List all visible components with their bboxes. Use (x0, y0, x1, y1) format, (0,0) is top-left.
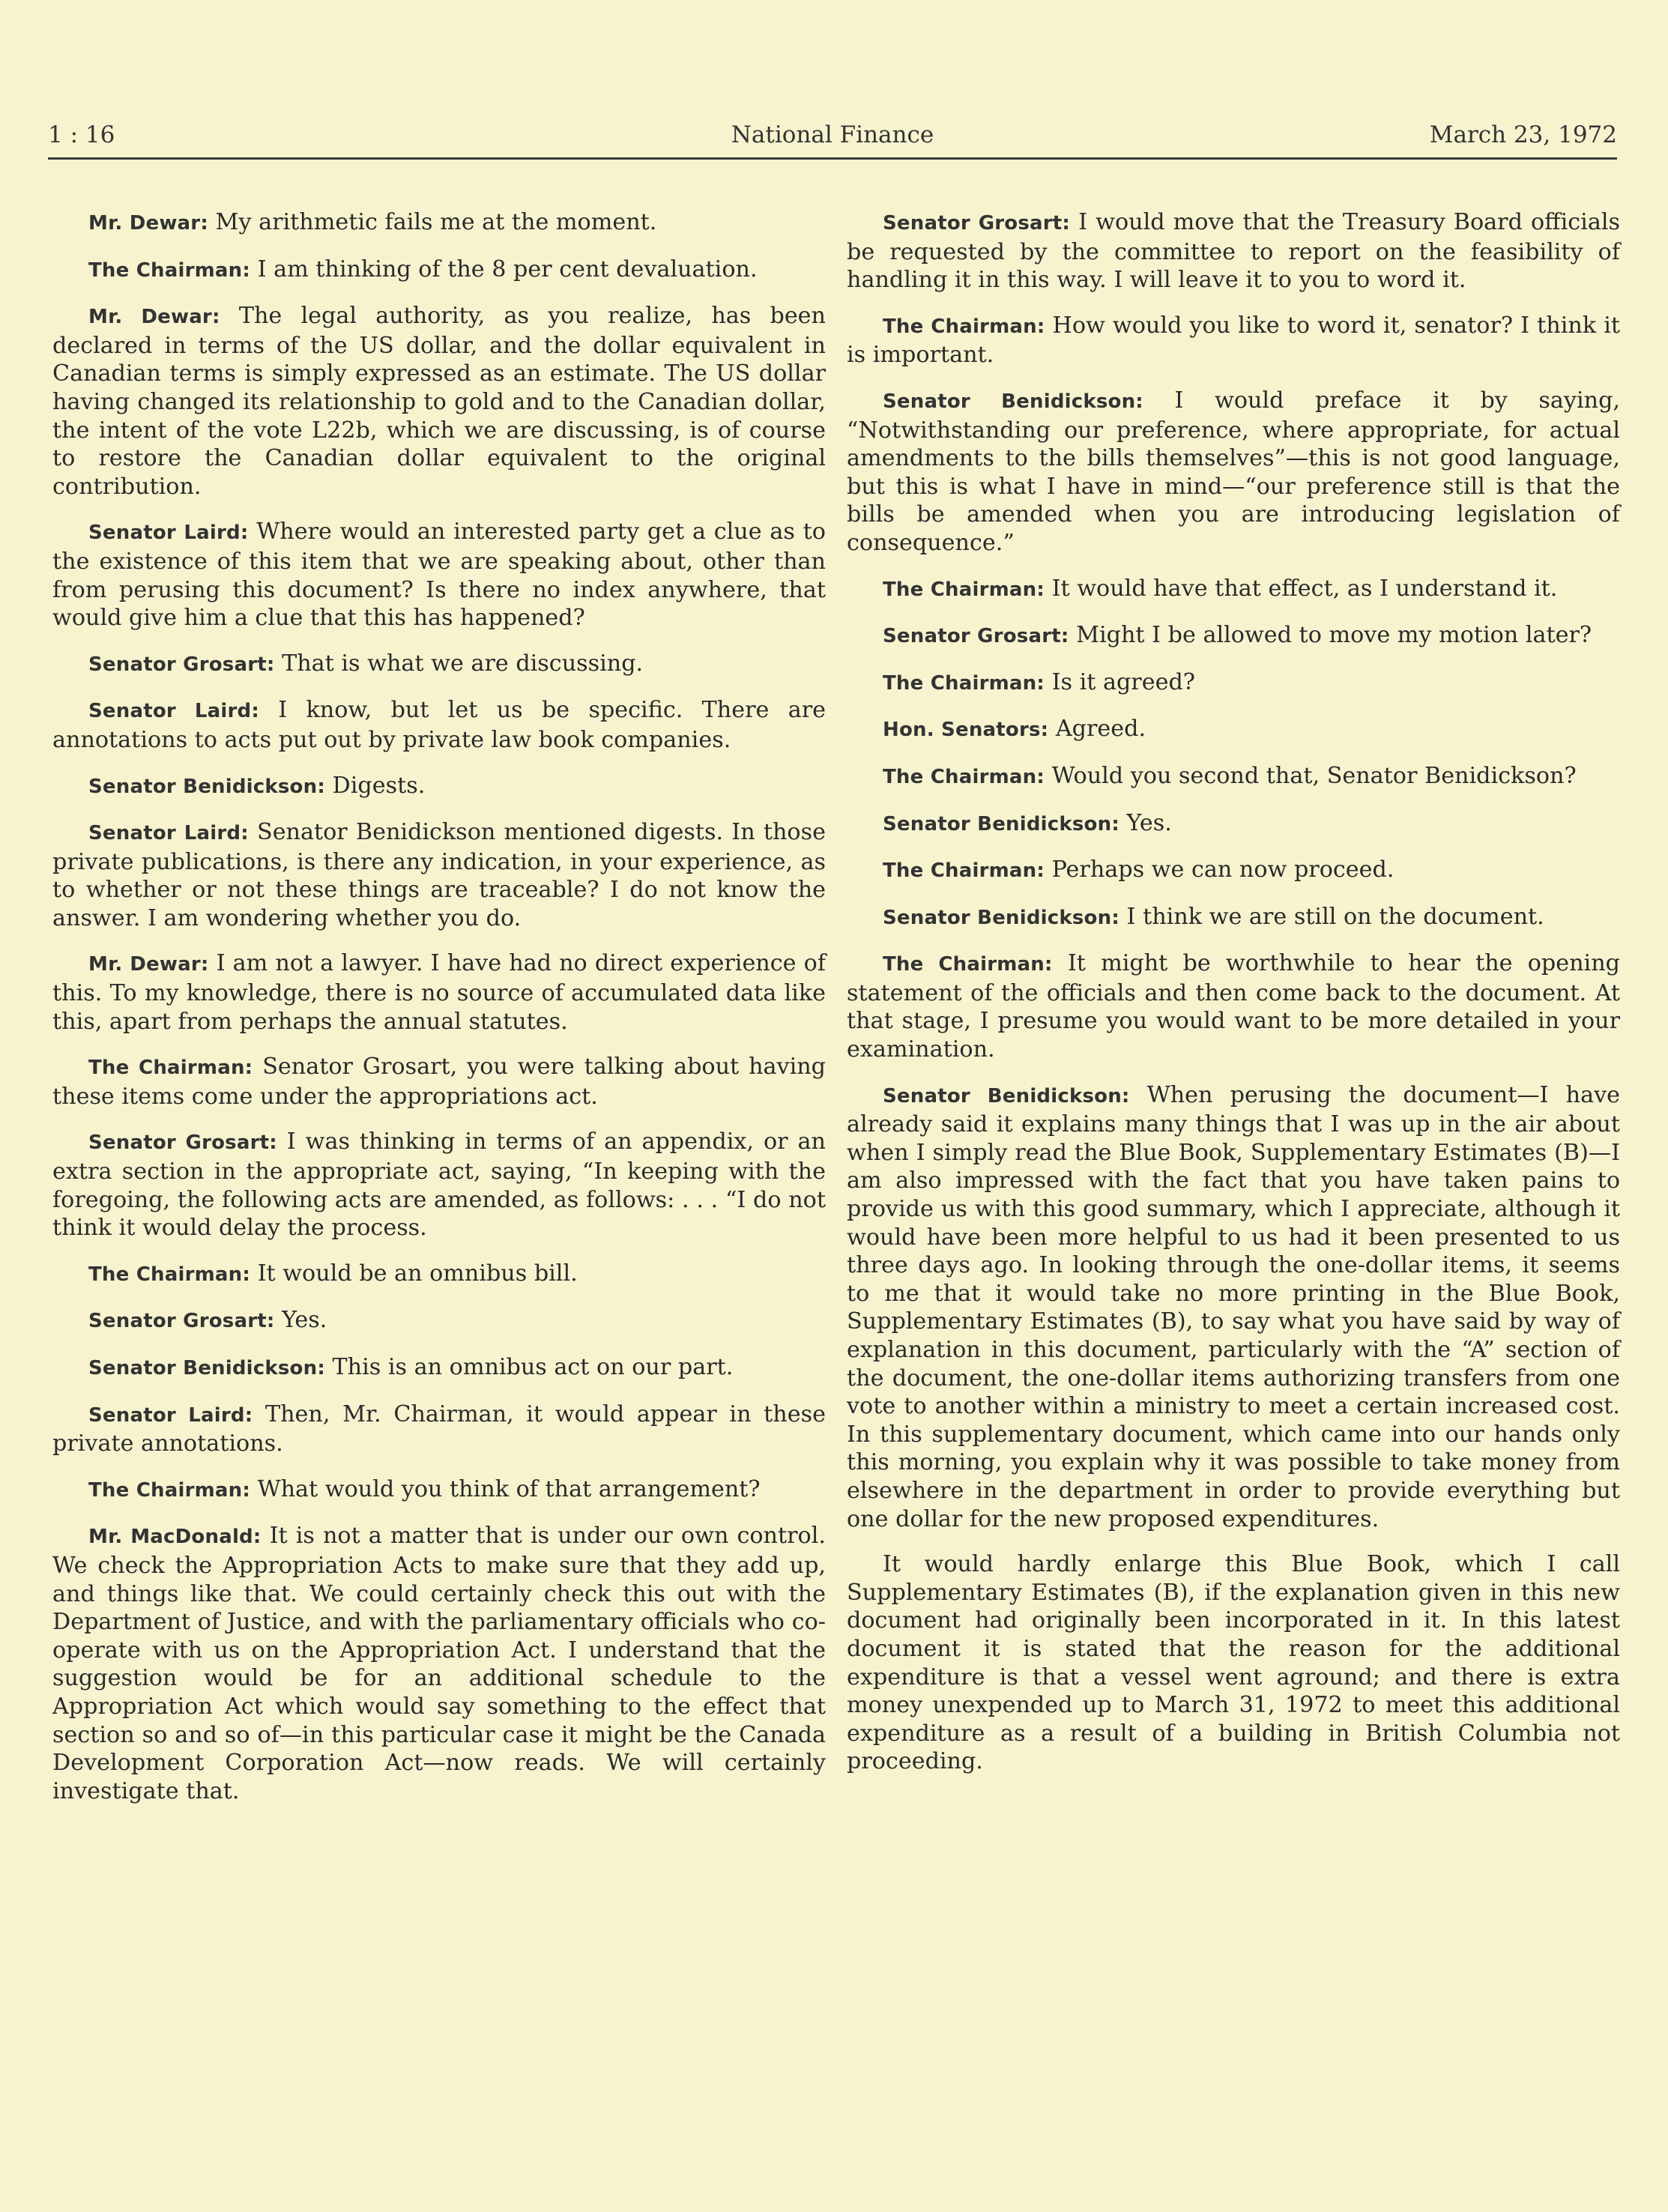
speech-text: Perhaps we can now proceed. (1051, 856, 1394, 883)
speech-text: It would have that effect, as I understand it. (1051, 575, 1558, 602)
speaker-label: The Chairman: (88, 259, 250, 282)
speech-text: How would you like to word it, senator? I think it is important. (847, 312, 1620, 369)
speaker-label: Senator Grosart: (883, 212, 1070, 235)
speech-text: I would preface it by saying, “Notwithstanding our preference, where appropriate, for actual amendments to the bills themselves”—this is not good language, but this is what I have in mind—“our preference still is that the bills be amended when you are introducing legislation of consequence.” (847, 387, 1620, 556)
transcript-paragraph (52, 1128, 826, 1242)
transcript-paragraph (847, 1550, 1620, 1776)
speaker-label: Senator Grosart: (88, 653, 275, 676)
transcript-paragraph (52, 949, 826, 1036)
speech-text: Where would an interested party get a clue as to the existence of this item that we are speaking about, other than from perusing this document? Is there no index anywhere, that would give him a clue that this has happened? (52, 519, 826, 632)
transcript-paragraph (52, 1053, 826, 1110)
speech-text: Would you second that, Senator Benidickson? (1051, 762, 1577, 789)
transcript-paragraph (847, 1081, 1620, 1534)
speaker-label: Mr. Dewar: (88, 306, 220, 329)
speaker-label: Senator Grosart: (88, 1310, 275, 1333)
speech-text: I am thinking of the 8 per cent devaluation. (257, 256, 758, 282)
speech-text: Yes. (1126, 809, 1172, 836)
speech-text: When perusing the document—I have already said it explains many things that I was up in the air about when I simply read the Blue Book, Supplementary Estimates (B)—I am also impressed with the fact that you have taken pains to provide us with this good summary, which I appreciate, although it would have been more helpful to us had it been presented to us three days ago. In looking through the one-dollar items, it seems to me that it would take no more printing in the Blue Book, Supplementary Estimates (B), to say what you have said by way of explanation in this document, particularly with the “A” section of the document, the one-dollar items authorizing transfers from one vote to another within a ministry to meet a certain increased cost. In this supplementary document, which came into our hands only this morning, you explain why it was possible to take money from elsewhere in the department in order to provide everything but one dollar for the new proposed expenditures. (847, 1081, 1620, 1532)
transcript-paragraph (847, 668, 1620, 698)
transcript-paragraph (847, 903, 1620, 933)
speech-text: Agreed. (1055, 716, 1146, 743)
speech-text: This is an omnibus act on our part. (332, 1354, 734, 1380)
speech-text: Digests. (332, 772, 426, 799)
speaker-label: Senator Benidickson: (883, 1084, 1130, 1107)
speech-text: Yes. (282, 1307, 327, 1334)
transcript-paragraph (52, 1522, 826, 1805)
speech-text: It might be worthwhile to hear the opening statement of the officials and then come back to the document. At that stage, I presume you would want to be more detailed in your examination. (847, 950, 1620, 1063)
transcript-paragraph (847, 715, 1620, 745)
transcript-paragraph (52, 1475, 826, 1505)
speaker-label: Senator Benidickson: (883, 812, 1119, 835)
transcript-paragraph (52, 256, 826, 285)
speech-text: That is what we are discussing. (282, 650, 644, 677)
speaker-label: Senator Benidickson: (88, 775, 325, 798)
speech-text: What would you think of that arrangement? (257, 1475, 761, 1502)
transcript-paragraph (52, 518, 826, 632)
speaker-label: Senator Grosart: (88, 1131, 277, 1155)
transcript-paragraph (52, 772, 826, 802)
speech-text: Is it agreed? (1051, 668, 1195, 695)
speech-text: My arithmetic fails me at the moment. (215, 209, 657, 235)
transcript-paragraph (847, 312, 1620, 369)
speech-text: The legal authority, as you realize, has been declared in terms of the US dollar, and the dollar equivalent in Canadian terms is simply expressed as an estimate. The US dollar having changed its relationship to gold and to the Canadian dollar, the intent of the vote L22b, which we are discussing, is of course to restore the Canadian dollar equivalent to the original contribution. (52, 303, 826, 500)
speaker-label: Senator Benidickson: (883, 390, 1143, 413)
transcript-paragraph (52, 208, 826, 238)
transcript-paragraph (52, 696, 826, 754)
transcript-paragraph (52, 1306, 826, 1336)
transcript-paragraph (847, 208, 1620, 294)
speaker-label: The Chairman: (883, 765, 1045, 788)
transcript-paragraph (52, 1353, 826, 1383)
speech-text: Senator Grosart, you were talking about having these items come under the appropriations act. (52, 1054, 826, 1110)
speaker-label: Mr. Dewar: (88, 953, 209, 976)
transcript-paragraph (847, 762, 1620, 792)
speaker-label: Senator Laird: (88, 1403, 253, 1427)
speaker-label: The Chairman: (88, 1478, 250, 1502)
page-date: March 23, 1972 (1429, 121, 1617, 148)
transcript-paragraph (52, 302, 826, 501)
speaker-label: Senator Grosart: (883, 625, 1069, 648)
speech-text: Senator Benidickson mentioned digests. In those private publications, is there any indication, in your experience, as to whether or not these things are traceable? I do not know the answer. I am wondering whether you do. (52, 819, 826, 931)
speaker-label: Senator Laird: (88, 700, 259, 723)
speech-text: I am not a lawyer. I have had no direct experience of this. To my knowledge, there is no source of accumulated data like this, apart from perhaps the annual statutes. (52, 950, 826, 1035)
publication-title: National Finance (731, 121, 934, 148)
transcript-paragraph (52, 1260, 826, 1290)
speaker-label: The Chairman: (88, 1263, 250, 1286)
speaker-label: Senator Benidickson: (883, 906, 1119, 929)
speaker-label: Senator Laird: (88, 522, 249, 545)
transcript-paragraph (847, 387, 1620, 557)
speech-text: Might I be allowed to move my motion later? (1076, 622, 1592, 649)
transcript-paragraph (52, 1400, 826, 1458)
speaker-label: Hon. Senators: (883, 719, 1049, 742)
page-number: 1 : 16 (48, 121, 115, 148)
speaker-label: Senator Laird: (88, 822, 249, 845)
speech-text: It is not a matter that is under our own control. We check the Appropriation Acts to make sure that they add up, and things like that. We could certainly check this out with the Department of Justice, and with the parliamentary officials who co-operate with us on the Appropriation Act. I understand that the suggestion would be for an additional schedule to the Appropriation Act which would say something to the effect that section so and so of—in this particular case it might be the Canada Development Corporation Act—now reads. We will certainly investigate that. (52, 1523, 826, 1804)
speaker-label: The Chairman: (883, 315, 1045, 338)
transcript-paragraph (847, 809, 1620, 839)
speech-text: I know, but let us be specific. There are annotations to acts put out by private law book companies. (52, 697, 826, 753)
speech-text: I was thinking in terms of an appendix, or an extra section in the appropriate act, saying, “In keeping with the foregoing, the following acts are amended, as follows: . . . “I do not think it would delay the process. (52, 1128, 826, 1242)
speech-text: I would move that the Treasury Board officials be requested by the committee to report on the feasibility of handling it in this way. I will leave it to you to word it. (847, 209, 1620, 294)
speech-text: I think we are still on the document. (1126, 903, 1544, 930)
transcript-paragraph (52, 818, 826, 932)
speaker-label: The Chairman: (883, 859, 1045, 883)
page-header (48, 118, 1617, 160)
transcript-paragraph (847, 856, 1620, 886)
transcript-paragraph (847, 621, 1620, 651)
transcript-paragraph (847, 575, 1620, 605)
left-column (52, 208, 826, 1822)
transcript-paragraph (52, 650, 826, 680)
speaker-label: The Chairman: (883, 953, 1053, 976)
speaker-label: Senator Benidickson: (88, 1357, 325, 1380)
speaker-label: Mr. MacDonald: (88, 1526, 262, 1549)
speaker-label: Mr. Dewar: (88, 212, 208, 235)
right-column (847, 208, 1620, 1793)
speech-text: It would hardly enlarge this Blue Book, which I call Supplementary Estimates (B), if the explanation given in this new document had originally been incorporated in it. In this latest document it is stated that the reason for the additional expenditure is that a vessel went aground; and there is extra money unexpended up to March 31, 1972 to meet this additional expenditure as a result of a building in British Columbia not proceeding. (847, 1551, 1620, 1775)
speech-text: It would be an omnibus bill. (257, 1260, 578, 1287)
speaker-label: The Chairman: (883, 578, 1045, 601)
speech-text: Then, Mr. Chairman, it would appear in these private annotations. (52, 1400, 826, 1457)
speaker-label: The Chairman: (88, 1057, 253, 1080)
transcript-paragraph (847, 949, 1620, 1063)
speaker-label: The Chairman: (883, 671, 1045, 695)
